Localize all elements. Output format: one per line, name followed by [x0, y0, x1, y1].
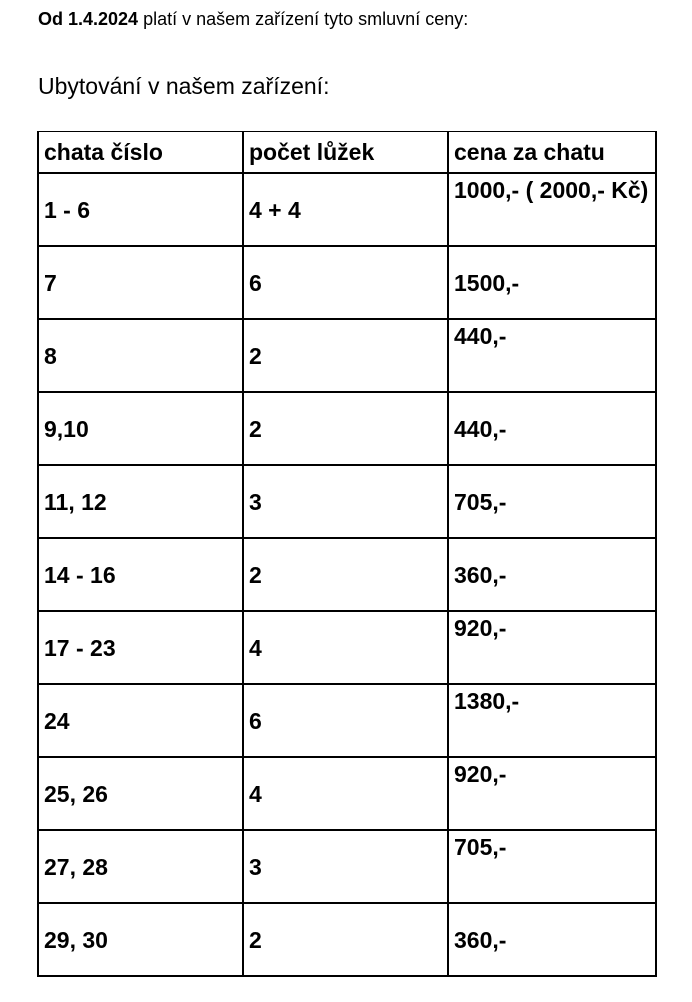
- table-row: [38, 392, 656, 465]
- cell-cena-text: 705,-: [454, 834, 507, 860]
- table-body: [38, 173, 656, 976]
- cell-luzka: 4: [243, 611, 448, 684]
- cell-chata: 9,10: [38, 392, 243, 465]
- intro-line: [38, 8, 468, 30]
- cell-chata: 11, 12: [38, 465, 243, 538]
- cell-cena: [448, 757, 656, 830]
- cell-cena: [448, 173, 656, 246]
- cell-cena-text: 1500,-: [454, 269, 520, 296]
- intro-date: Od 1.4.2024: [38, 9, 139, 29]
- cell-chata: 7: [38, 246, 243, 319]
- cell-luzka: 4: [243, 757, 448, 830]
- cell-cena-text: 1380,-: [454, 688, 520, 714]
- table-row: [38, 611, 656, 684]
- table-row: [38, 830, 656, 903]
- header-luzka: počet lůžek: [243, 132, 448, 174]
- cell-cena: [448, 246, 656, 319]
- cell-cena: [448, 903, 656, 976]
- price-table: [37, 131, 657, 977]
- table-row: [38, 538, 656, 611]
- cell-cena-text: 440,-: [454, 415, 507, 442]
- cell-chata: 25, 26: [38, 757, 243, 830]
- cell-cena: [448, 319, 656, 392]
- cell-cena-text: 920,-: [454, 615, 507, 641]
- cell-chata: 17 - 23: [38, 611, 243, 684]
- cell-cena: [448, 611, 656, 684]
- cell-cena-text: 1000,- ( 2000,- Kč): [454, 177, 649, 203]
- table-row: [38, 757, 656, 830]
- table-row: [38, 684, 656, 757]
- cell-cena-text: 360,-: [454, 561, 507, 588]
- cell-chata: 1 - 6: [38, 173, 243, 246]
- cell-chata: 8: [38, 319, 243, 392]
- cell-cena-text: 440,-: [454, 323, 507, 349]
- cell-luzka: 2: [243, 392, 448, 465]
- cell-chata: 24: [38, 684, 243, 757]
- table-row: [38, 173, 656, 246]
- cell-luzka: 6: [243, 684, 448, 757]
- cell-chata: 27, 28: [38, 830, 243, 903]
- intro-text: platí v našem zařízení tyto smluvní ceny:: [138, 9, 469, 29]
- table-row: [38, 465, 656, 538]
- cell-luzka: 4 + 4: [243, 173, 448, 246]
- cell-cena: [448, 392, 656, 465]
- table-row: [38, 246, 656, 319]
- table-row: [38, 903, 656, 976]
- header-cena: cena za chatu: [448, 132, 656, 174]
- cell-cena: [448, 830, 656, 903]
- cell-chata: 29, 30: [38, 903, 243, 976]
- cell-cena-text: 360,-: [454, 926, 507, 953]
- cell-luzka: 3: [243, 830, 448, 903]
- cell-luzka: 2: [243, 319, 448, 392]
- cell-chata: 14 - 16: [38, 538, 243, 611]
- table-row: [38, 319, 656, 392]
- cell-cena: [448, 465, 656, 538]
- section-heading: Ubytování v našem zařízení:: [38, 73, 330, 99]
- cell-cena: [448, 538, 656, 611]
- cell-luzka: 2: [243, 903, 448, 976]
- header-chata: chata číslo: [38, 132, 243, 174]
- cell-cena-text: 705,-: [454, 488, 507, 515]
- cell-luzka: 3: [243, 465, 448, 538]
- table-header-row: [38, 132, 656, 174]
- cell-luzka: 6: [243, 246, 448, 319]
- cell-cena-text: 920,-: [454, 761, 507, 787]
- cell-cena: [448, 684, 656, 757]
- cell-luzka: 2: [243, 538, 448, 611]
